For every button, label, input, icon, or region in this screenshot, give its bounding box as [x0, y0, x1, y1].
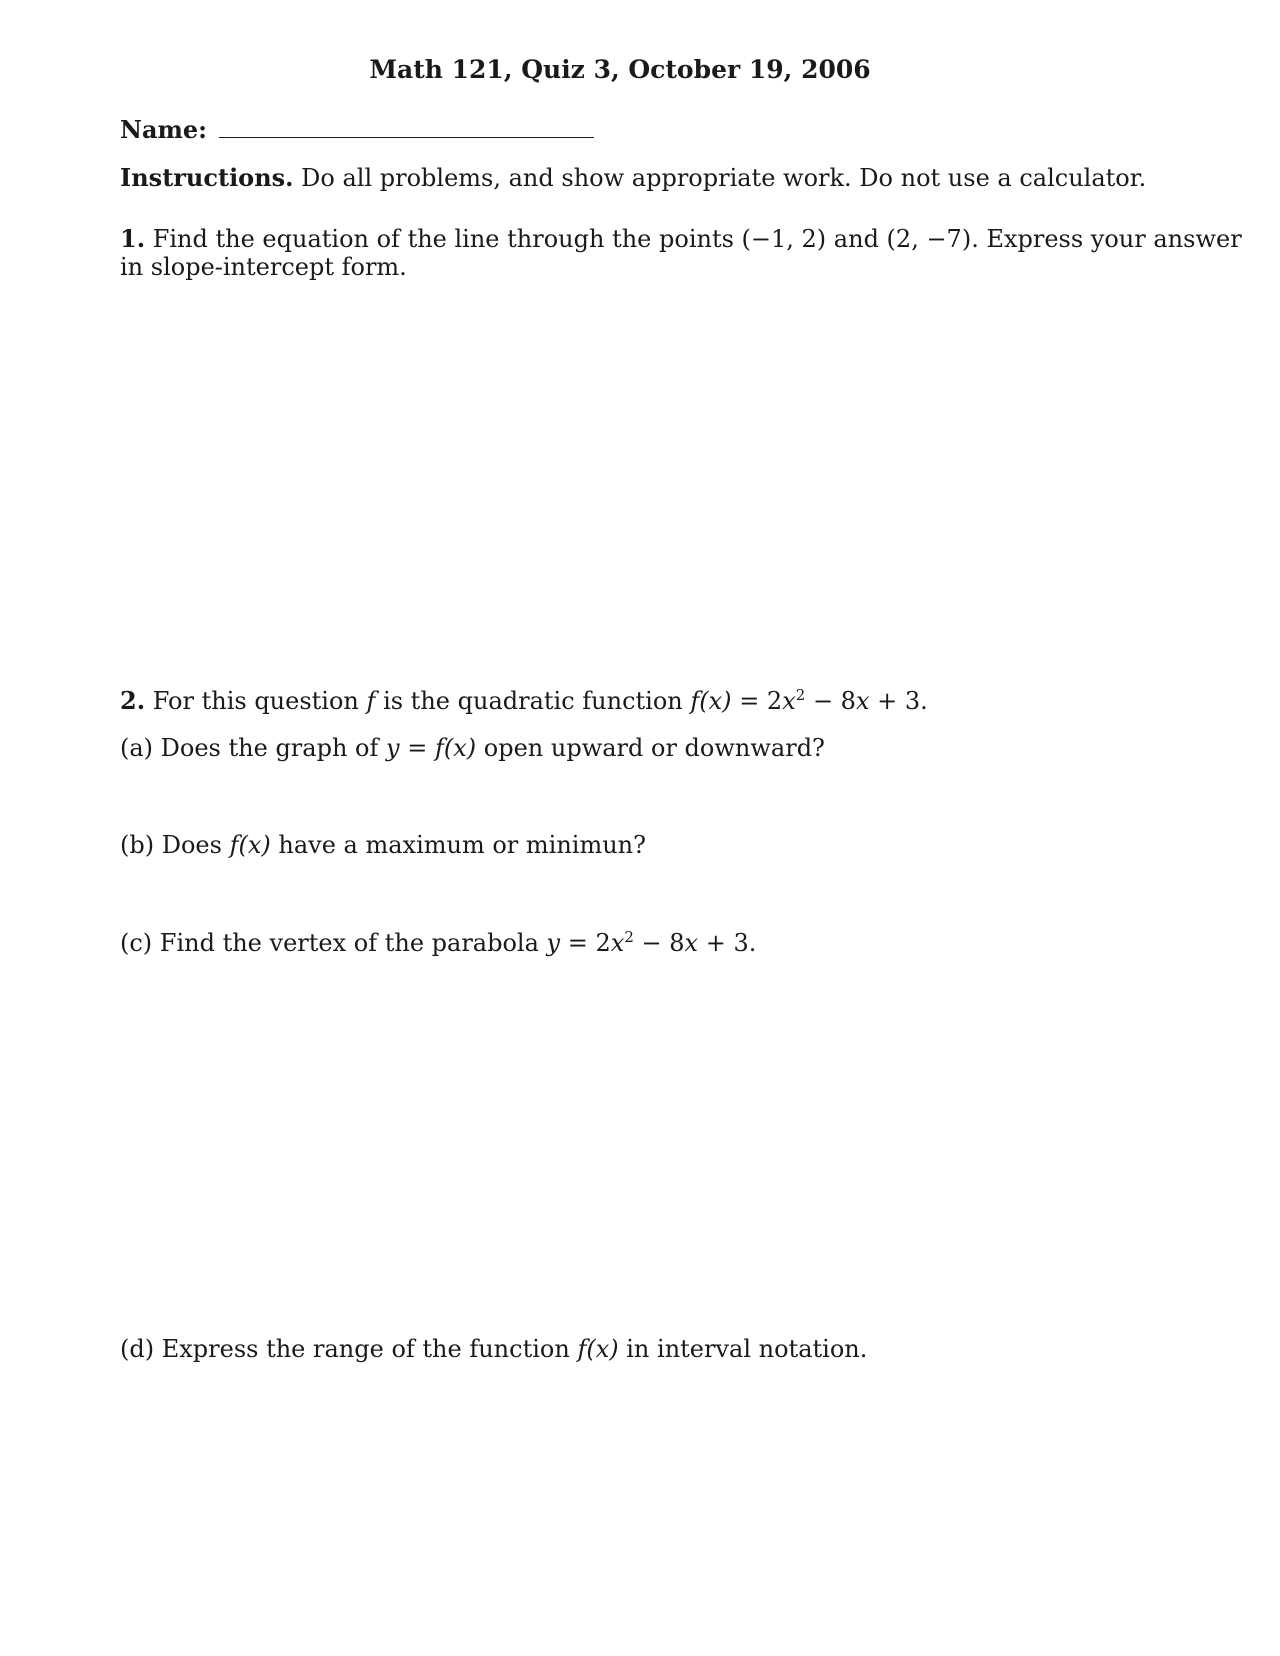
math-x: x — [610, 929, 625, 957]
math-x: x — [782, 687, 796, 715]
problem-2b — [120, 831, 646, 859]
instructions — [120, 163, 1146, 192]
name-blank[interactable] — [219, 117, 594, 138]
math-exponent: 2 — [795, 686, 806, 704]
math-x: x — [684, 929, 699, 957]
instructions-label: Instructions. — [120, 163, 294, 192]
name-line — [120, 115, 594, 144]
problem-2a — [120, 734, 825, 762]
problem-2c — [120, 929, 756, 957]
math-exponent: 2 — [624, 928, 634, 946]
quiz-title: Math 121, Quiz 3, October 19, 2006 — [369, 55, 871, 84]
math-eq: = 2 — [739, 687, 783, 715]
problem-2b-rest: have a maximum or minimun? — [278, 831, 647, 859]
math-term: − 8 — [812, 687, 856, 715]
math-term: + 3. — [877, 687, 928, 715]
math-f: f — [366, 687, 376, 715]
math-fx: f(x) — [577, 1335, 619, 1363]
problem-1-line-1 — [120, 224, 1242, 253]
math-y: y — [386, 734, 400, 762]
problem-2d-rest: in interval notation. — [626, 1335, 868, 1363]
math-fx: f(x) — [229, 831, 271, 859]
problem-2a-text: (a) Does the graph of — [120, 734, 379, 762]
math-eq: = — [407, 734, 428, 762]
math-x: x — [855, 687, 870, 715]
name-label: Name: — [120, 115, 208, 144]
problem-2d-text: (d) Express the range of the function — [120, 1335, 570, 1363]
problem-2-number: 2. — [120, 686, 146, 715]
problem-2c-text: (c) Find the vertex of the parabola — [120, 929, 539, 957]
math-fx: f(x) — [434, 734, 477, 762]
problem-1-number: 1. — [120, 224, 146, 253]
instructions-text: Do all problems, and show appropriate work. Do not use a calculator. — [301, 164, 1147, 192]
math-y: y — [546, 929, 561, 957]
problem-1-text-1: Find the equation of the line through the points (−1, 2) and (2, −7). Express your answer — [152, 225, 1242, 253]
problem-2-intro-mid: is the quadratic function — [383, 687, 683, 715]
math-term: + 3. — [705, 929, 757, 957]
math-fx: f(x) — [690, 687, 732, 715]
problem-2d — [120, 1335, 867, 1363]
problem-2b-text: (b) Does — [120, 831, 222, 859]
problem-1-text-2: in slope-intercept form. — [120, 253, 407, 281]
math-eq: = 2 — [567, 929, 611, 957]
problem-2-intro-text: For this question — [152, 687, 359, 715]
problem-2a-rest: open upward or downward? — [483, 734, 825, 762]
problem-2-intro — [120, 686, 928, 715]
math-term: − 8 — [641, 929, 685, 957]
problem-1-line-2 — [120, 253, 407, 281]
